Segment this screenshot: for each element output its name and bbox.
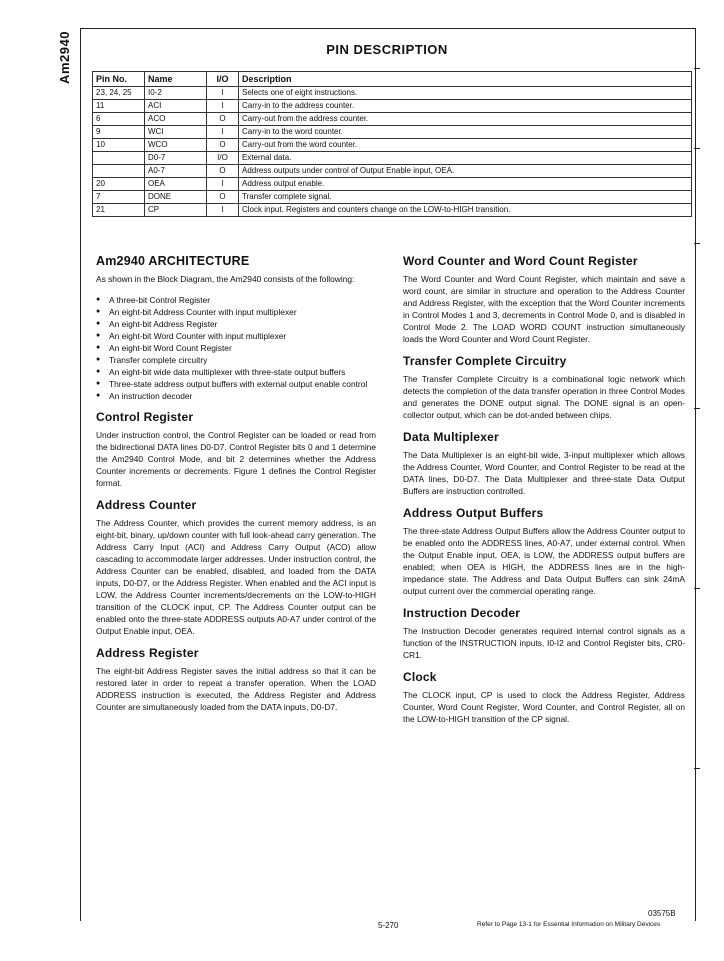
pin-desc-cell: Address outputs under control of Output Enable input, OEA.	[239, 165, 692, 178]
architecture-list	[96, 294, 376, 402]
pin-desc-cell: Carry-out from the address counter.	[239, 113, 692, 126]
transfer-complete-text: The Transfer Complete Circuitry is a combinational logic network which detects the completion of the data transfer operation in three Control Modes and generates the DONE output signal. The DONE signal is an open-collector output, which can be dot-anded between chips.	[403, 374, 685, 420]
frame-edge-ticks	[694, 28, 700, 920]
control-register-heading: Control Register	[96, 410, 194, 424]
pin-no-cell: 23, 24, 25	[93, 87, 145, 100]
side-part-number-text: Am2940	[56, 31, 72, 84]
pin-io-cell: I	[207, 87, 239, 100]
pin-no-cell: 6	[93, 113, 145, 126]
pin-no-cell	[93, 165, 145, 178]
table-row	[93, 165, 692, 178]
list-item: ● A three-bit Control Register	[96, 294, 376, 306]
pin-name-cell: A0-7	[145, 165, 207, 178]
pin-desc-cell: Clock input. Registers and counters change on the LOW-to-HIGH transition.	[239, 204, 692, 217]
side-part-number	[58, 30, 80, 90]
right-column	[403, 254, 685, 734]
address-counter-heading: Address Counter	[96, 498, 197, 512]
pin-io-cell: O	[207, 113, 239, 126]
header-pin-no: Pin No.	[93, 72, 145, 87]
pin-name-cell: I0-2	[145, 87, 207, 100]
edge-tick	[694, 768, 700, 769]
pin-desc-cell: External data.	[239, 152, 692, 165]
pin-no-cell: 20	[93, 178, 145, 191]
data-multiplexer-text: The Data Multiplexer is an eight-bit wide, 3-input multiplexer which allows the Address Counter, Word Counter, and Control Register to be read at the DATA lines, D0-D7. The Data Multiplexer and three-state Data Output Buffers are instruction controlled.	[403, 450, 685, 496]
control-register-text: Under instruction control, the Control Register can be loaded or read from the bidirectional DATA lines D0-D7. Control Register bits 0 and 1 determine the Am2940 Control Mode, and bit 2 determines whether the Address Counter increments or decrements. Figure 1 defines the Control Register format.	[96, 430, 376, 488]
edge-tick	[694, 148, 700, 149]
pin-desc-cell: Carry-out from the word counter.	[239, 139, 692, 152]
pin-no-cell: 9	[93, 126, 145, 139]
word-counter-heading: Word Counter and Word Count Register	[403, 254, 638, 268]
header-io: I/O	[207, 72, 239, 87]
pin-desc-cell: Address output enable.	[239, 178, 692, 191]
pin-name-cell: ACO	[145, 113, 207, 126]
pin-no-cell: 21	[93, 204, 145, 217]
pin-desc-cell: Carry-in to the address counter.	[239, 100, 692, 113]
list-item: ● An eight-bit Word Counter with input multiplexer	[96, 330, 376, 342]
pin-no-cell: 11	[93, 100, 145, 113]
table-row	[93, 126, 692, 139]
pin-table-header-row	[93, 72, 692, 87]
pin-description-title: PIN DESCRIPTION	[326, 42, 448, 57]
pin-name-cell: WCO	[145, 139, 207, 152]
pin-no-cell	[93, 152, 145, 165]
page-number: 5-270	[378, 921, 399, 930]
address-output-buffers-heading: Address Output Buffers	[403, 506, 544, 520]
pin-io-cell: I/O	[207, 152, 239, 165]
pin-io-cell: I	[207, 178, 239, 191]
pin-io-cell: I	[207, 100, 239, 113]
list-item: ● An eight-bit Address Register	[96, 318, 376, 330]
pin-description-table	[92, 71, 692, 217]
transfer-complete-heading: Transfer Complete Circuitry	[403, 354, 567, 368]
address-register-heading: Address Register	[96, 646, 199, 660]
table-row	[93, 204, 692, 217]
word-counter-text: The Word Counter and Word Count Register, which maintain and save a word count, are similar in structure and operation to the Address Counter and Address Register, with the exception that the Word Counter increments in Control Modes 1 and 3, decrements in Control Mode 0, and is disabled in Control Mode 2. The LOAD WORD COUNT instruction simultaneously loads the Word Counter and Word Count Register.	[403, 274, 685, 344]
pin-name-cell: WCI	[145, 126, 207, 139]
list-item: ● An instruction decoder	[96, 390, 376, 402]
list-item: ● An eight-bit wide data multiplexer with three-state output buffers	[96, 366, 376, 378]
data-multiplexer-heading: Data Multiplexer	[403, 430, 499, 444]
pin-io-cell: I	[207, 126, 239, 139]
clock-heading: Clock	[403, 670, 437, 684]
document-code: 03575B	[648, 909, 676, 918]
table-row	[93, 87, 692, 100]
table-row	[93, 191, 692, 204]
list-item: ● Transfer complete circuitry	[96, 354, 376, 366]
instruction-decoder-heading: Instruction Decoder	[403, 606, 521, 620]
edge-tick	[694, 408, 700, 409]
architecture-intro: As shown in the Block Diagram, the Am2940 consists of the following:	[96, 274, 355, 284]
pin-io-cell: O	[207, 139, 239, 152]
left-column	[96, 254, 376, 722]
list-item: ● An eight-bit Word Count Register	[96, 342, 376, 354]
pin-desc-cell: Carry-in to the word counter.	[239, 126, 692, 139]
pin-name-cell: DONE	[145, 191, 207, 204]
table-row	[93, 139, 692, 152]
pin-desc-cell: Transfer complete signal.	[239, 191, 692, 204]
table-row	[93, 113, 692, 126]
pin-name-cell: ACI	[145, 100, 207, 113]
clock-text: The CLOCK input, CP is used to clock the Address Register, Address Counter, Word Count Register, Word Counter, and Control Register, all on the LOW-to-HIGH transition of the CP signal.	[403, 690, 685, 724]
pin-name-cell: OEA	[145, 178, 207, 191]
pin-desc-cell: Selects one of eight instructions.	[239, 87, 692, 100]
header-description: Description	[239, 72, 692, 87]
table-row	[93, 152, 692, 165]
pin-io-cell: I	[207, 204, 239, 217]
edge-tick	[694, 243, 700, 244]
list-item: ● An eight-bit Address Counter with input multiplexer	[96, 306, 376, 318]
instruction-decoder-text: The Instruction Decoder generates required internal control signals as a function of the INSTRUCTION inputs, I0-I2 and Control Register bits, CR0-CR1.	[403, 626, 685, 660]
military-devices-note: Refer to Page 13-1 for Essential Information on Military Devices	[477, 921, 661, 928]
table-row	[93, 178, 692, 191]
address-output-buffers-text: The three-state Address Output Buffers allow the Address Counter output to be enabled onto the ADDRESS lines, A0-A7, under external control. When the Output Enable input, OEA, is LOW, the ADDRESS output buffers are enabled; when OEA is HIGH, the ADDRESS lines are in the high-impedance state. The Address and Data Output Buffers can sink 24mA output current over the commercial operating range.	[403, 526, 685, 596]
pin-io-cell: O	[207, 191, 239, 204]
architecture-heading: Am2940 ARCHITECTURE	[96, 254, 250, 268]
address-counter-text: The Address Counter, which provides the current memory address, is an eight-bit, binary, up/down counter with full look-ahead carry generation. The Address Carry Input (ACI) and Address Carry Output (ACO) allow cascading to accommodate larger addresses. Under instruction control, the Address Counter can be enabled, disabled, and loaded from the DATA inputs, D0-D7, or the Address Register. When enabled and the ACI input is LOW, the Address Counter increments/decrements on the LOW-to-HIGH transition of the CLOCK input, CP. The Address Counter output can be enabled onto the three-state ADDRESS outputs A0-A7 under control of the Output Enable input, OEA.	[96, 518, 376, 636]
header-name: Name	[145, 72, 207, 87]
pin-name-cell: CP	[145, 204, 207, 217]
edge-tick	[694, 588, 700, 589]
pin-name-cell: D0-7	[145, 152, 207, 165]
address-register-text: The eight-bit Address Register saves the initial address so that it can be restored later in order to repeat a transfer operation. When the LOAD ADDRESS instruction is executed, the Address Register and Address Counter are simultaneously loaded from the DATA inputs, D0-D7.	[96, 666, 376, 712]
edge-tick	[694, 68, 700, 69]
pin-no-cell: 7	[93, 191, 145, 204]
list-item: ● Three-state address output buffers with external output enable control	[96, 378, 376, 390]
pin-no-cell: 10	[93, 139, 145, 152]
pin-io-cell: O	[207, 165, 239, 178]
table-row	[93, 100, 692, 113]
